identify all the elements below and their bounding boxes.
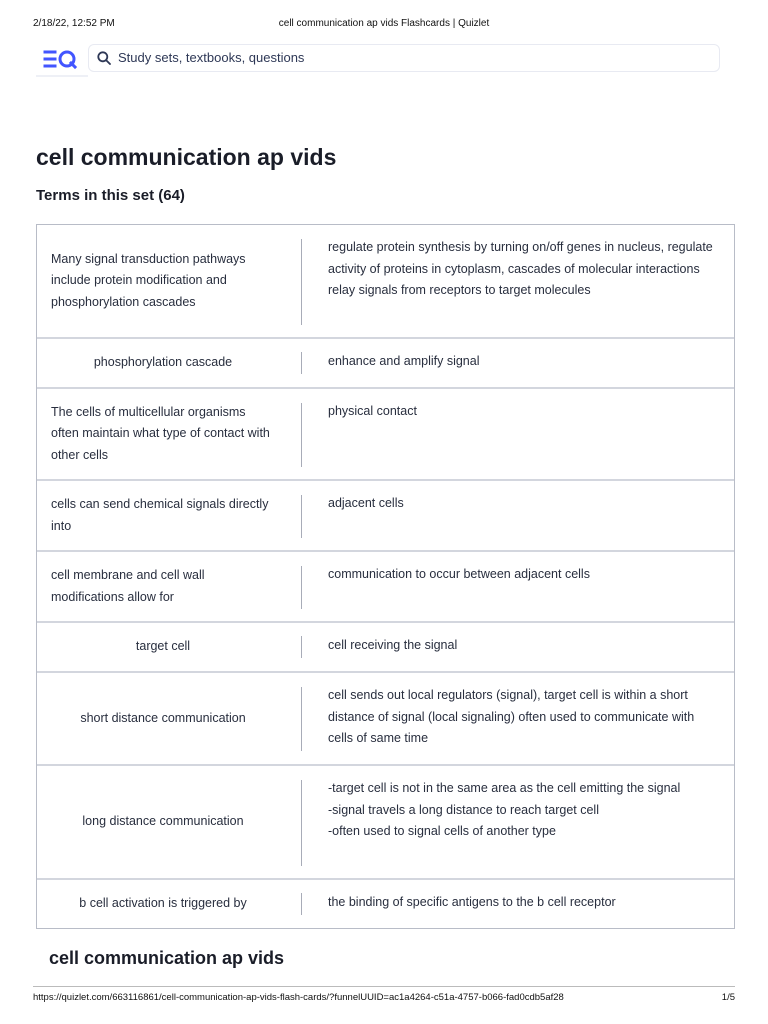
terms-table bbox=[36, 224, 735, 929]
term-row bbox=[37, 673, 734, 766]
print-header bbox=[33, 18, 735, 32]
term-row bbox=[37, 623, 734, 673]
definition-text: the binding of specific antigens to the b cell receptor bbox=[328, 895, 616, 909]
print-footer bbox=[33, 992, 735, 1003]
search-icon bbox=[97, 51, 111, 65]
divider bbox=[301, 403, 302, 467]
term-text: target cell bbox=[135, 639, 191, 654]
search-placeholder: Study sets, textbooks, questions bbox=[118, 50, 305, 65]
search-input[interactable] bbox=[88, 44, 720, 72]
definition-text: enhance and amplify signal bbox=[328, 354, 480, 368]
page-title: cell communication ap vids bbox=[36, 144, 337, 170]
term-text: long distance communication bbox=[82, 814, 244, 829]
print-datetime: 2/18/22, 12:52 PM bbox=[33, 18, 115, 29]
term-text: The cells of multicellular organisms often maintain what type of contact with other cells bbox=[51, 404, 270, 462]
term-row bbox=[37, 389, 734, 481]
term-row bbox=[37, 481, 734, 552]
footer-divider bbox=[33, 986, 735, 987]
definition-text: regulate protein synthesis by turning on/off genes in nucleus, regulate activity of proteins in cytoplasm, cascades of molecular interactions relay signals from receptors to target molecules bbox=[328, 240, 713, 297]
definition-text: cell receiving the signal bbox=[328, 638, 458, 652]
definition-text: cell sends out local regulators (signal), target cell is within a short distance of signal (local signaling) often used to communicate with cells of same time bbox=[328, 688, 695, 745]
divider bbox=[301, 566, 302, 609]
definition-text: physical contact bbox=[328, 404, 417, 418]
term-text: cells can send chemical signals directly into bbox=[51, 497, 269, 533]
term-row bbox=[37, 552, 734, 623]
divider bbox=[301, 495, 302, 538]
term-text: phosphorylation cascade bbox=[93, 355, 233, 370]
definition-text: adjacent cells bbox=[328, 496, 404, 510]
next-page-set-title: cell communication ap vids bbox=[49, 948, 285, 968]
term-row bbox=[37, 880, 734, 928]
divider bbox=[301, 352, 302, 374]
term-text: Many signal transduction pathways include protein modification and phosphorylation cascades bbox=[51, 251, 246, 309]
divider bbox=[301, 239, 302, 325]
term-text: cell membrane and cell wall modifications allow for bbox=[51, 568, 205, 604]
term-row bbox=[37, 225, 734, 339]
terms-heading: Terms in this set (64) bbox=[36, 187, 185, 204]
divider bbox=[301, 687, 302, 751]
divider bbox=[301, 636, 302, 658]
definition-text: -target cell is not in the same area as the cell emitting the signal -signal travels a long distance to reach target cell -often used to signal cells of another type bbox=[328, 781, 681, 838]
page-number: 1/5 bbox=[721, 992, 735, 1003]
term-text: b cell activation is triggered by bbox=[79, 896, 247, 911]
term-row bbox=[37, 766, 734, 880]
term-text: short distance communication bbox=[80, 710, 246, 725]
logo-underline bbox=[36, 75, 88, 77]
divider bbox=[301, 893, 302, 915]
page-url: https://quizlet.com/663116861/cell-communication-ap-vids-flash-cards/?funnelUUID=ac1a4264-c51a-4757-b066-fad0cdb5af28 bbox=[33, 992, 564, 1003]
divider bbox=[301, 780, 302, 866]
quizlet-logo-icon[interactable] bbox=[42, 48, 78, 70]
print-page-title: cell communication ap vids Flashcards | Quizlet bbox=[278, 18, 490, 29]
definition-text: communication to occur between adjacent cells bbox=[328, 567, 590, 581]
term-row bbox=[37, 339, 734, 389]
